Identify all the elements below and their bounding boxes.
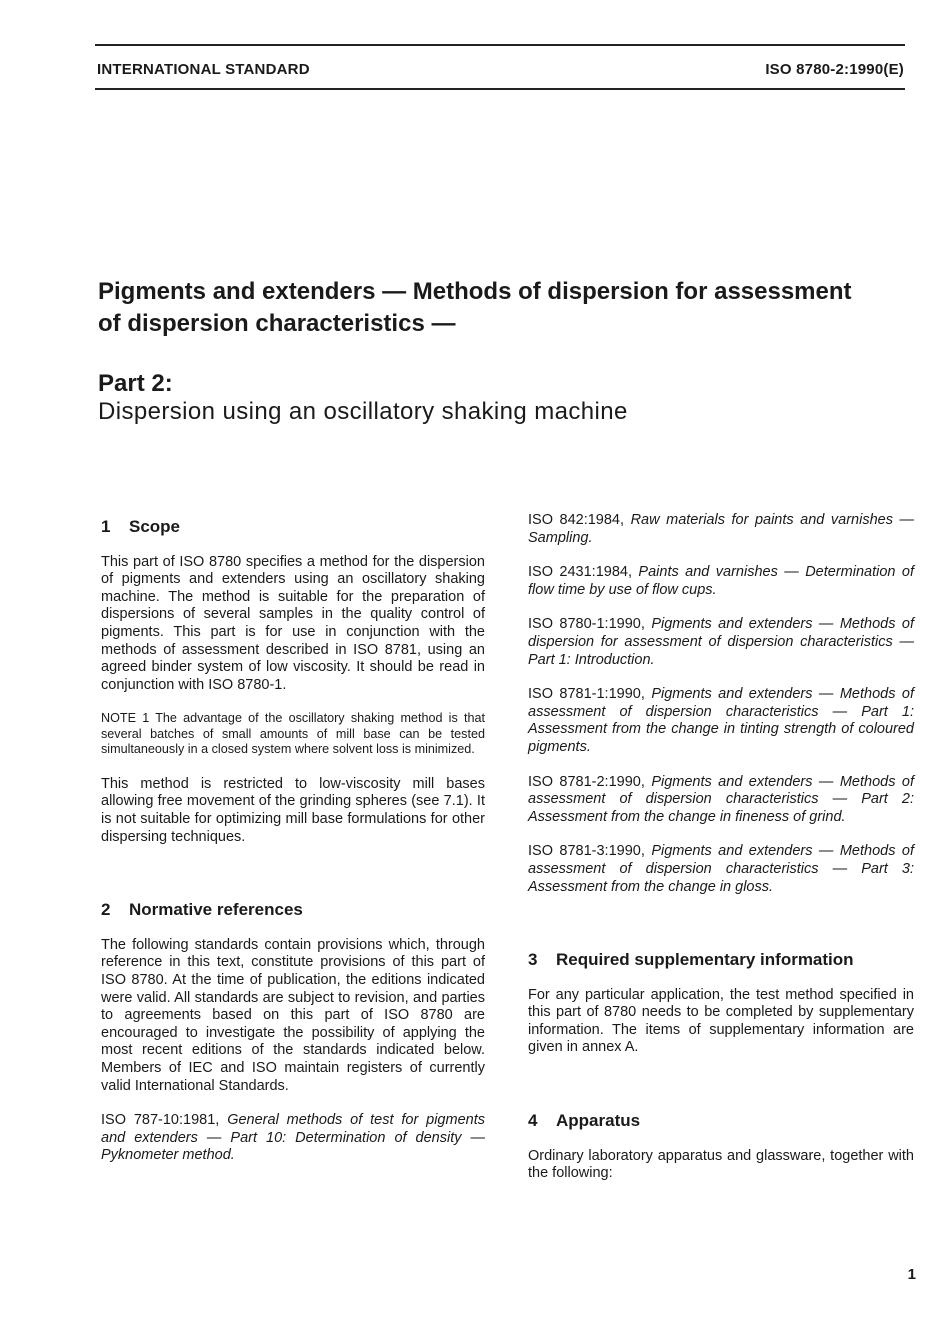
reference-title: Paints and varnishes — Determination of flow time by use of flow cups. bbox=[528, 564, 914, 598]
section-number: 4 bbox=[528, 1111, 538, 1131]
reference-title: Raw materials for paints and varnishes — Sampling. bbox=[528, 512, 914, 546]
page-number: 1 bbox=[907, 1266, 916, 1283]
reference-title: General methods of test for pigments and extenders — Part 10: Determination of density — Pyknometer method. bbox=[101, 1112, 485, 1164]
reference-code: ISO 842:1984, bbox=[528, 512, 625, 528]
document-type: INTERNATIONAL STANDARD bbox=[97, 61, 310, 78]
scope-note: NOTE 1 The advantage of the oscillatory shaking method is that several batches of small amounts of mill base can be tested simultaneously in a closed system where solvent loss is minimized. bbox=[101, 711, 485, 757]
right-column bbox=[528, 512, 914, 1200]
part-label: Part 2: bbox=[98, 370, 173, 397]
section-title: Required supplementary information bbox=[556, 950, 854, 970]
section-number: 3 bbox=[528, 950, 538, 970]
reference-code: ISO 8781-3:1990, bbox=[528, 843, 645, 860]
section-heading-apparatus bbox=[528, 1112, 914, 1130]
section-title: Apparatus bbox=[556, 1111, 641, 1131]
reference-item bbox=[528, 564, 914, 599]
standard-number: ISO 8780-2:1990(E) bbox=[765, 61, 904, 78]
normative-paragraph: The following standards contain provisions which, through reference in this text, constitute provisions of this part of ISO 8780. At the time of publication, the editions indicated were valid. All standards are subject to revision, and parties to agreements based on this part of ISO 8780 are encouraged to investigate the possibility of applying the most recent editions of the standards indicated below. Members of IEC and ISO maintain registers of currently valid International Standards. bbox=[101, 936, 485, 1094]
reference-title: Pigments and extenders — Methods of assessment of dispersion characteristics — Part 3: Assessment from the change in gloss. bbox=[528, 843, 914, 895]
reference-item bbox=[528, 686, 914, 756]
reference-item bbox=[101, 1112, 485, 1165]
reference-item bbox=[528, 843, 914, 896]
section-heading-supplementary-information bbox=[528, 951, 914, 969]
reference-title: Pigments and extenders — Methods of dispersion for assessment of dispersion characteristics — Part 1: Introduction. bbox=[528, 616, 914, 668]
scope-paragraph-2: This method is restricted to low-viscosity mill bases allowing free movement of the grinding spheres (see 7.1). It is not suitable for optimizing mill base formulations for other dispersing techniques. bbox=[101, 775, 485, 845]
supplementary-paragraph: For any particular application, the test method specified in this part of 8780 needs to be completed by supplementary information. The items of supplementary information are given in annex A. bbox=[528, 986, 914, 1056]
scope-paragraph-1: This part of ISO 8780 specifies a method for the dispersion of pigments and extenders using an oscillatory shaking machine. The method is suitable for the preparation of dispersions of several samples in the quality control of pigments. This part is for use in conjunction with the methods of assessment described in ISO 8781, using an agreed binder system of low viscosity. It should be read in conjunction with ISO 8780-1. bbox=[101, 553, 485, 693]
section-title: Scope bbox=[129, 517, 181, 536]
reference-title: Pigments and extenders — Methods of assessment of dispersion characteristics — Part 2: Assessment from the change in fineness of grind. bbox=[528, 773, 914, 825]
section-number: 2 bbox=[101, 900, 111, 920]
section-number: 1 bbox=[101, 517, 111, 536]
reference-title: Pigments and extenders — Methods of assessment of dispersion characteristics — Part 1: Assessment from the change in tinting strength of coloured pigments. bbox=[528, 686, 914, 755]
apparatus-paragraph: Ordinary laboratory apparatus and glassware, together with the following: bbox=[528, 1147, 914, 1182]
reference-item bbox=[528, 512, 914, 547]
reference-code: ISO 8781-2:1990, bbox=[528, 773, 645, 790]
left-column bbox=[101, 518, 485, 1182]
part-subtitle: Dispersion using an oscillatory shaking machine bbox=[98, 398, 628, 425]
reference-code: ISO 8780-1:1990, bbox=[528, 616, 645, 633]
reference-code: ISO 2431:1984, bbox=[528, 564, 632, 581]
reference-item bbox=[528, 616, 914, 669]
reference-code: ISO 8781-1:1990, bbox=[528, 686, 645, 703]
document-title: Pigments and extenders — Methods of dispersion for assessment of dispersion characteristics — bbox=[98, 278, 852, 337]
header-rule-bottom bbox=[95, 88, 905, 90]
section-heading-scope bbox=[101, 518, 485, 536]
section-title: Normative references bbox=[129, 900, 303, 920]
section-heading-normative-references bbox=[101, 901, 485, 919]
header-rule-top bbox=[95, 44, 905, 46]
reference-item bbox=[528, 774, 914, 827]
reference-code: ISO 787-10:1981, bbox=[101, 1112, 220, 1129]
